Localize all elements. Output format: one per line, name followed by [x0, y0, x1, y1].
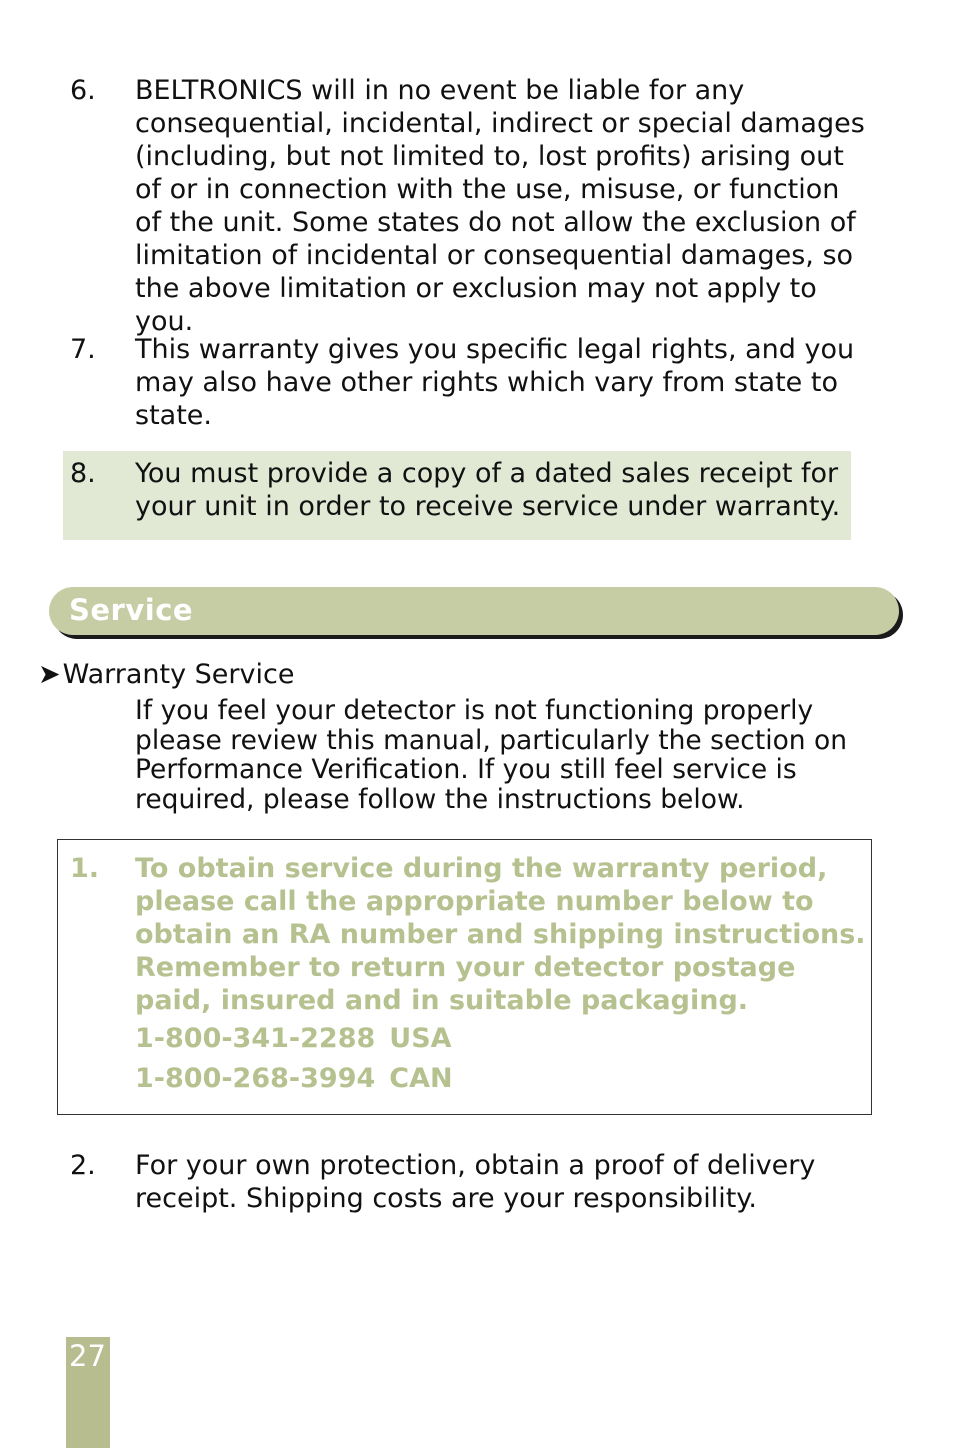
service-step-1: [70, 852, 870, 1097]
subsection-heading-text: Warranty Service: [62, 659, 295, 690]
service-step-2: [70, 1149, 870, 1215]
warranty-term-7: [70, 333, 870, 432]
warranty-term-6: [70, 74, 870, 338]
phone-line-can: [135, 1061, 870, 1097]
arrow-bullet-icon: ➤: [38, 659, 61, 690]
page-number-tab: [66, 1337, 110, 1448]
phone-country: USA: [389, 1023, 452, 1054]
list-number: 1.: [70, 853, 100, 884]
list-number: 2.: [70, 1150, 96, 1181]
phone-line-usa: [135, 1021, 870, 1057]
list-text: For your own protection, obtain a proof of delivery receipt. Shipping costs are your responsibility.: [135, 1150, 816, 1214]
list-number: 6.: [70, 75, 96, 106]
section-header-bar: [49, 587, 899, 635]
list-number: 7.: [70, 334, 96, 365]
phone-number: 1-800-341-2288: [135, 1023, 376, 1054]
list-text: This warranty gives you specific legal rights, and you may also have other rights which vary from state to state.: [135, 334, 855, 431]
phone-country: CAN: [389, 1063, 453, 1094]
list-text: You must provide a copy of a dated sales receipt for your unit in order to receive service under warranty.: [135, 458, 841, 522]
phone-number: 1-800-268-3994: [135, 1063, 376, 1094]
list-number: 8.: [70, 458, 96, 489]
subsection-heading: [38, 658, 294, 692]
warranty-term-8: [70, 457, 870, 523]
page-number: 27: [69, 1339, 106, 1373]
list-text: To obtain service during the warranty period, please call the appropriate number below to obtain an RA number and shipping instructions. Remember to return your detector postage paid, insured and in suitable packaging.: [135, 853, 866, 1016]
section-title: Service: [69, 593, 194, 627]
subsection-intro: If you feel your detector is not functioning properly please review this manual, particularly the section on Performance Verification. If you still feel service is required, please follow the instructions below.: [135, 695, 848, 815]
list-text: BELTRONICS will in no event be liable for any consequential, incidental, indirect or special damages (including, but not limited to, lost profits) arising out of or in connection with the use, misuse, or function of the unit. Some states do not allow the exclusion of limitation of incidental or consequential damages, so the above limitation or exclusion may not apply to you.: [135, 75, 865, 337]
